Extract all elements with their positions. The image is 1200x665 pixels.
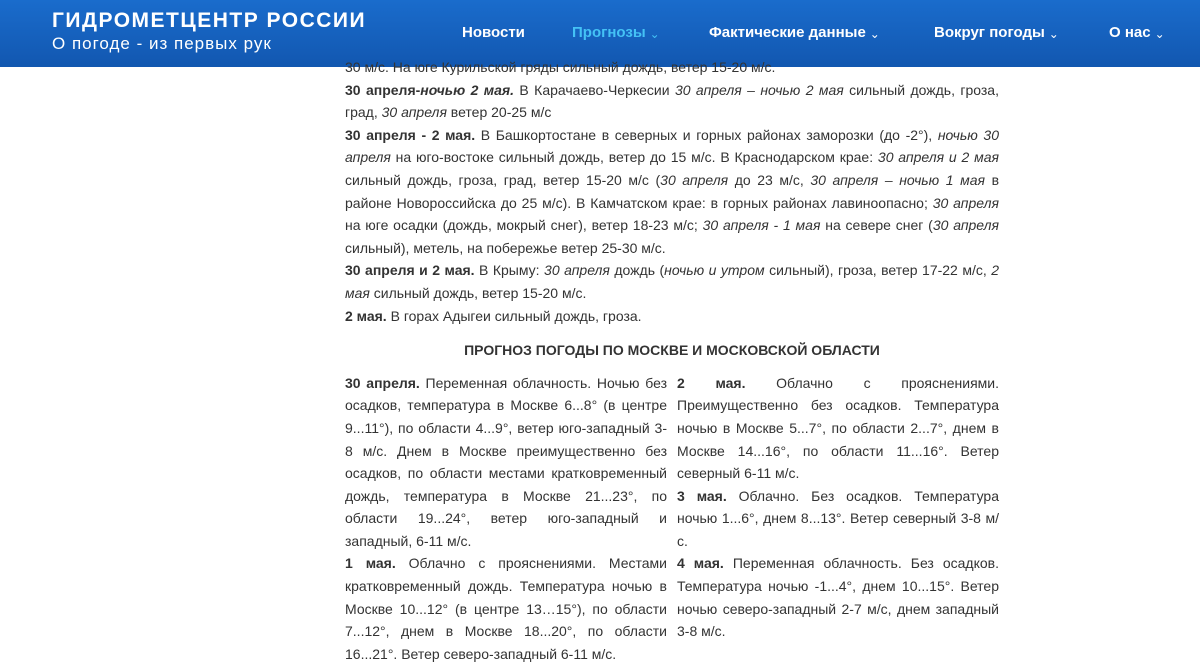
nav-news[interactable]: [462, 24, 525, 41]
nav-about-label: О нас: [1109, 24, 1151, 41]
nav-about[interactable]: [1109, 24, 1165, 41]
chevron-down-icon: ⌄: [649, 27, 660, 41]
chevron-down-icon: ⌄: [1048, 27, 1059, 41]
warning-paragraph: 2 мая. В горах Адыгеи сильный дождь, гроза.: [345, 307, 642, 324]
warning-paragraph: 30 апреля-ночью 2 мая. В Карачаево-Черкесии 30 апреля – ночью 2 мая сильный дождь, гроза, град, 30 апреля ветер 20-25 м/с: [345, 81, 999, 121]
site-subtitle: О погоде - из первых рук: [52, 34, 272, 53]
chevron-down-icon: ⌄: [1154, 27, 1165, 41]
nav-forecasts-label: Прогнозы: [572, 24, 646, 41]
forecast-column-left: [345, 372, 667, 665]
warning-paragraph: 30 апреля - 2 мая. В Башкортостане в северных и горных районах заморозки (до -2°), ночью 30 апреля на юго-востоке сильный дождь, ветер до 15 м/с. В Краснодарском крае: 30 апреля и 2 мая сильный дождь, гроза, град, ветер 15-20 м/с (30 апреля до 23 м/с, 30 апреля – ночью 1 мая в районе Новороссийска до 25 м/с). В Камчатском крае: в горных районах лавиноопасно; 30 апреля на юге осадки (дождь, мокрый снег), ветер 18-23 м/с; 30 апреля - 1 мая на севере снег (30 апреля сильный), метель, на побережье ветер 25-30 м/с.: [345, 126, 1000, 256]
warning-cut-line: 30 м/с. На юге Курильской гряды сильный дождь, ветер 15-20 м/с.: [345, 59, 776, 75]
forecast-day: 2 мая. Облачно с прояснениями. Преимущественно без осадков. Температура ночью в Москве 5...7°, по области 2...7°, днем в Москве 14...16°, по области 11...16°. Ветер северный 6-11 м/с.: [677, 374, 999, 482]
warnings-section: [345, 56, 999, 327]
forecast-column-right: [677, 372, 999, 665]
site-logo[interactable]: [52, 8, 366, 54]
forecast-day: 30 апреля. Переменная облачность. Ночью без осадков, температура в Москве 6...8° (в центре 9...11°), по области 4...9°, ветер юго-западный 3-8 м/с. Днем в Москве преимущественно без осадков, по области местами кратковременный дождь, температура в Москве 21...23°, по области 19...24°, ветер юго-западный и западный, 6-11 м/с.: [345, 374, 668, 549]
nav-actual-data[interactable]: [709, 24, 880, 41]
moscow-forecast-columns: [345, 372, 999, 665]
nav-forecasts[interactable]: [572, 24, 660, 41]
site-title: ГИДРОМЕТЦЕНТР РОССИИ: [52, 9, 367, 32]
forecast-day: 1 мая. Облачно с прояснениями. Местами кратковременный дождь. Температура ночью в Москве 10...12° (в центре 13…15°), по области 7...12°, днем в Москве 18...20°, по области 16...21°. Ветер северо-западный 6-11 м/с.: [345, 555, 667, 662]
moscow-forecast-title: ПРОГНОЗ ПОГОДЫ ПО МОСКВЕ И МОСКОВСКОЙ ОБЛАСТИ: [464, 342, 880, 359]
nav-around-weather-label: Вокруг погоды: [934, 24, 1045, 41]
article-content: [345, 59, 1000, 662]
chevron-down-icon: ⌄: [869, 27, 880, 41]
forecast-day: 3 мая. Облачно. Без осадков. Температура ночью 1...6°, днем 8...13°. Ветер северный 3-8 м/с.: [677, 487, 999, 549]
warning-paragraph: 30 апреля и 2 мая. В Крыму: 30 апреля дождь (ночью и утром сильный), гроза, ветер 17-22 м/с, 2 мая сильный дождь, ветер 15-20 м/с.: [345, 262, 1000, 301]
nav-around-weather[interactable]: [934, 24, 1059, 41]
forecast-day: 4 мая. Переменная облачность. Без осадков. Температура ночью -1...4°, днем 10...15°. Ветер ночью северо-западный 2-7 м/с, днем западный 3-8 м/с.: [677, 555, 999, 640]
nav-actual-data-label: Фактические данные: [709, 24, 866, 41]
nav-news-label: Новости: [462, 24, 525, 41]
